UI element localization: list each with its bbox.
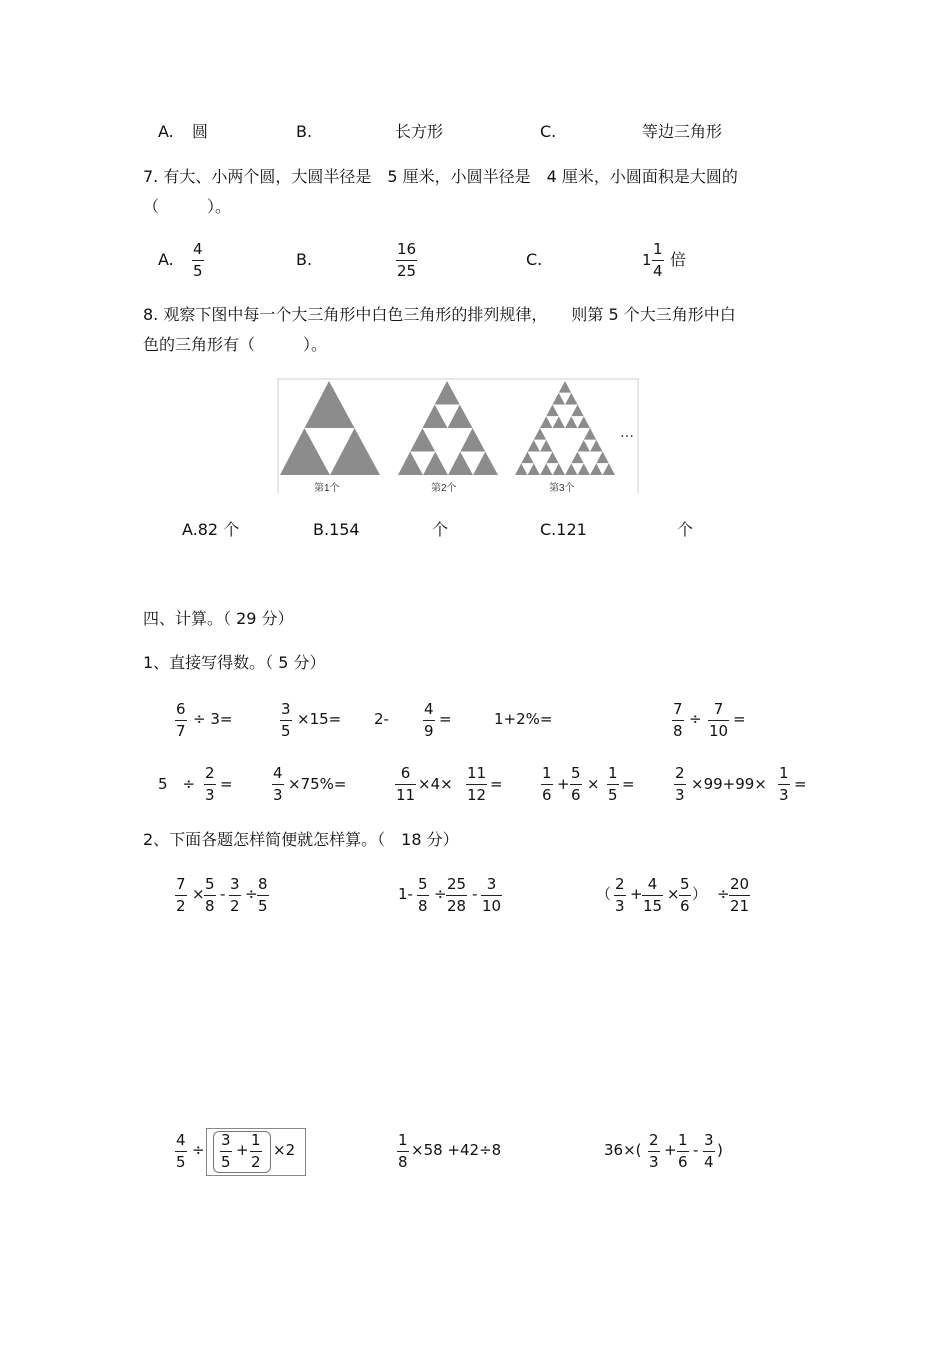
denominator: 5 bbox=[193, 262, 203, 280]
q7-option-a-letter: A. bbox=[158, 250, 174, 269]
q6-option-c-text: 等边三角形 bbox=[642, 122, 723, 141]
row4-e3-prefix: 36×( bbox=[604, 1141, 642, 1159]
numerator: 3 bbox=[221, 1131, 231, 1149]
section-4-part1-heading: 1、直接写得数。（ 5 分） bbox=[143, 653, 326, 672]
row3-e3-right-paren: ） bbox=[692, 885, 708, 903]
q6-option-c-letter: C. bbox=[540, 122, 557, 141]
row3-e2-prefix: 1- bbox=[398, 885, 413, 903]
row3-e1-fraction-1 bbox=[175, 877, 187, 914]
numerator: 4 bbox=[193, 240, 203, 258]
denominator: 8 bbox=[398, 1153, 408, 1171]
row2-e4-fraction-2 bbox=[570, 766, 582, 803]
figure-caption-3: 第3个 bbox=[549, 483, 575, 494]
row1-e4-expression: 1+2%= bbox=[494, 710, 553, 728]
denominator: 6 bbox=[680, 897, 690, 915]
denominator: 11 bbox=[396, 786, 416, 804]
row3-e3-fraction-3 bbox=[679, 877, 691, 914]
row4-e1-square-bracket-right bbox=[298, 1128, 306, 1176]
row3-e3-fraction-4 bbox=[729, 877, 750, 914]
row4-e3-op-2: - bbox=[693, 1141, 699, 1159]
denominator: 5 bbox=[281, 722, 291, 740]
row2-e4-fraction-3 bbox=[607, 766, 619, 803]
row1-e5-operator: ÷ bbox=[689, 710, 702, 728]
row4-e1-op-1: ÷ bbox=[192, 1141, 205, 1159]
q7-option-c-letter: C. bbox=[526, 250, 543, 269]
row1-e2-operator: ×15= bbox=[297, 710, 342, 728]
row3-e2-op-1: ÷ bbox=[434, 885, 447, 903]
numerator: 2 bbox=[675, 764, 685, 782]
row4-e3-right-paren: ) bbox=[717, 1141, 723, 1159]
row3-e3-op-2: × bbox=[667, 885, 680, 903]
figure-caption-1: 第1个 bbox=[314, 483, 340, 494]
denominator: 15 bbox=[643, 897, 663, 915]
q6-option-a-letter: A. bbox=[158, 122, 174, 141]
row3-e2-fraction-1 bbox=[417, 877, 429, 914]
denominator: 3 bbox=[273, 786, 283, 804]
q8-option-b: B.154 bbox=[313, 520, 360, 539]
denominator: 8 bbox=[205, 897, 215, 915]
numerator: 1 bbox=[678, 1131, 688, 1149]
denominator: 5 bbox=[221, 1153, 231, 1171]
numerator: 7 bbox=[176, 875, 186, 893]
row3-e3-op-3: ÷ bbox=[717, 885, 730, 903]
row1-e5-fraction-1 bbox=[672, 702, 684, 739]
row2-e1-fraction bbox=[204, 766, 216, 803]
numerator: 4 bbox=[647, 875, 658, 893]
row1-e2-fraction bbox=[280, 702, 292, 739]
figure-caption-2: 第2个 bbox=[431, 483, 457, 494]
q8-option-b-unit: 个 bbox=[432, 520, 449, 539]
numerator: 16 bbox=[397, 240, 417, 258]
row4-e1-fraction-1 bbox=[175, 1133, 187, 1170]
numerator: 3 bbox=[230, 875, 240, 893]
row1-e1-fraction bbox=[175, 702, 187, 739]
row2-e4-plus: + bbox=[557, 775, 570, 793]
denominator: 6 bbox=[542, 786, 552, 804]
denominator: 2 bbox=[230, 897, 240, 915]
row4-e3-fraction-2 bbox=[677, 1133, 689, 1170]
denominator: 2 bbox=[251, 1153, 261, 1171]
row2-e5-equals: = bbox=[794, 775, 807, 793]
row2-e3-fraction-1 bbox=[395, 766, 416, 803]
numerator: 2 bbox=[205, 764, 215, 782]
numerator: 1 bbox=[779, 764, 789, 782]
row2-e5-operator: ×99+99× bbox=[691, 775, 767, 793]
q7-option-b-letter: B. bbox=[296, 250, 313, 269]
denominator: 8 bbox=[673, 722, 683, 740]
denominator: 10 bbox=[482, 897, 502, 915]
denominator: 2 bbox=[176, 897, 186, 915]
q8-option-c-unit: 个 bbox=[677, 520, 694, 539]
row2-e4-fraction-1 bbox=[541, 766, 553, 803]
q7-option-b-fraction bbox=[396, 242, 417, 279]
row1-e3-fraction bbox=[423, 702, 435, 739]
row1-e3-prefix: 2- bbox=[374, 710, 389, 728]
q7-option-c-unit: 倍 bbox=[670, 250, 687, 269]
row3-e2-op-2: - bbox=[472, 885, 478, 903]
numerator: 1 bbox=[542, 764, 552, 782]
row2-e1-equals: = bbox=[220, 775, 233, 793]
row2-e4-times: × bbox=[587, 775, 600, 793]
numerator: 4 bbox=[424, 700, 434, 718]
gray-triangle bbox=[305, 381, 355, 428]
denominator: 21 bbox=[730, 897, 750, 915]
row1-e5-fraction-2 bbox=[708, 702, 729, 739]
numerator: 5 bbox=[418, 875, 428, 893]
row3-e3-op-1: + bbox=[630, 885, 643, 903]
row3-e1-op-3: ÷ bbox=[245, 885, 258, 903]
triangle-pattern-svg bbox=[277, 378, 639, 494]
row3-e1-op-2: - bbox=[220, 885, 226, 903]
q6-option-b-letter: B. bbox=[296, 122, 313, 141]
row3-e1-op-1: × bbox=[192, 885, 205, 903]
denominator: 28 bbox=[447, 897, 467, 915]
row4-e1-fraction-2 bbox=[220, 1133, 232, 1170]
numerator: 1 bbox=[653, 240, 663, 258]
denominator: 4 bbox=[704, 1153, 714, 1171]
numerator: 20 bbox=[730, 875, 750, 893]
q6-option-b-text: 长方形 bbox=[395, 122, 444, 141]
gray-triangle bbox=[435, 381, 460, 405]
row1-e1-operator: ÷ 3= bbox=[193, 710, 233, 728]
denominator: 6 bbox=[571, 786, 581, 804]
q7-stem-line1: 7. 有大、小两个圆，大圆半径是 5 厘米，小圆半径是 4 厘米，小圆面积是大圆的 bbox=[143, 167, 738, 186]
numerator: 2 bbox=[615, 875, 625, 893]
denominator: 9 bbox=[424, 722, 434, 740]
row1-e3-operator: = bbox=[439, 710, 452, 728]
q8-stem-line1: 8. 观察下图中每一个大三角形中白色三角形的排列规律， 则第 5 个大三角形中白 bbox=[143, 305, 736, 324]
q8-stem-line2: 色的三角形有（ ）。 bbox=[143, 335, 328, 354]
row2-e2-fraction bbox=[272, 766, 284, 803]
row4-e3-fraction-3 bbox=[703, 1133, 715, 1170]
row3-e1-fraction-2 bbox=[204, 877, 216, 914]
numerator: 2 bbox=[649, 1131, 659, 1149]
gray-triangle bbox=[559, 381, 572, 393]
numerator: 5 bbox=[571, 764, 581, 782]
section-4-part2-heading: 2、下面各题怎样简便就怎样算。（ 18 分） bbox=[143, 830, 459, 849]
row3-e2-fraction-2 bbox=[446, 877, 467, 914]
numerator: 6 bbox=[176, 700, 186, 718]
numerator: 5 bbox=[205, 875, 215, 893]
q8-option-a: A.82 个 bbox=[182, 520, 240, 539]
numerator: 4 bbox=[176, 1131, 186, 1149]
q6-option-a-text: 圆 bbox=[192, 122, 209, 141]
q7-stem-line2: （ ）。 bbox=[143, 197, 232, 216]
numerator: 7 bbox=[673, 700, 683, 718]
row2-e3-fraction-2 bbox=[466, 766, 487, 803]
denominator: 8 bbox=[418, 897, 428, 915]
q8-option-c: C.121 bbox=[540, 520, 587, 539]
triangle-group bbox=[280, 381, 615, 475]
row3-e3-fraction-1 bbox=[614, 877, 626, 914]
row3-e3-fraction-2 bbox=[642, 877, 663, 914]
denominator: 12 bbox=[467, 786, 487, 804]
denominator: 3 bbox=[779, 786, 789, 804]
numerator: 6 bbox=[400, 764, 411, 782]
numerator: 5 bbox=[680, 875, 690, 893]
row4-e3-fraction-1 bbox=[648, 1133, 660, 1170]
numerator: 1 bbox=[608, 764, 618, 782]
denominator: 3 bbox=[205, 786, 215, 804]
numerator: 3 bbox=[704, 1131, 714, 1149]
row3-e3-left-paren: （ bbox=[596, 885, 612, 903]
row3-e1-fraction-3 bbox=[229, 877, 241, 914]
numerator: 11 bbox=[467, 764, 487, 782]
numerator: 4 bbox=[273, 764, 283, 782]
row1-e5-equals: = bbox=[733, 710, 746, 728]
section-4-title: 四、计算。（ 29 分） bbox=[143, 609, 294, 628]
denominator: 5 bbox=[608, 786, 618, 804]
denominator: 4 bbox=[653, 262, 663, 280]
row4-e1-tail: ×2 bbox=[273, 1141, 296, 1159]
row4-e1-op-2: + bbox=[236, 1141, 249, 1159]
row3-e2-fraction-3 bbox=[481, 877, 502, 914]
row2-e3-equals: = bbox=[490, 775, 503, 793]
denominator: 5 bbox=[176, 1153, 186, 1171]
denominator: 7 bbox=[176, 722, 186, 740]
row4-e2-fraction bbox=[397, 1133, 409, 1170]
denominator: 3 bbox=[615, 897, 625, 915]
figure-ellipsis: … bbox=[620, 425, 634, 441]
row2-e5-fraction-1 bbox=[674, 766, 686, 803]
numerator: 8 bbox=[258, 875, 268, 893]
numerator: 1 bbox=[251, 1131, 261, 1149]
row3-e1-fraction-4 bbox=[257, 877, 269, 914]
numerator: 7 bbox=[713, 700, 724, 718]
denominator: 10 bbox=[709, 722, 729, 740]
row2-e5-fraction-2 bbox=[778, 766, 790, 803]
numerator: 1 bbox=[398, 1131, 408, 1149]
row2-e3-operator: ×4× bbox=[418, 775, 453, 793]
numerator: 3 bbox=[281, 700, 291, 718]
numerator: 3 bbox=[486, 875, 497, 893]
q7-option-a-fraction bbox=[192, 242, 204, 279]
denominator: 25 bbox=[397, 262, 417, 280]
denominator: 3 bbox=[675, 786, 685, 804]
q7-option-c-fraction bbox=[652, 242, 664, 279]
numerator: 25 bbox=[447, 875, 467, 893]
row4-e2-tail: ×58 +42÷8 bbox=[411, 1141, 502, 1159]
sierpinski-triangles-figure bbox=[277, 378, 639, 494]
row4-e3-op-1: + bbox=[664, 1141, 677, 1159]
denominator: 5 bbox=[258, 897, 268, 915]
denominator: 6 bbox=[678, 1153, 688, 1171]
row4-e1-fraction-3 bbox=[250, 1133, 262, 1170]
row2-e4-equals: = bbox=[622, 775, 635, 793]
row2-e1-prefix: 5 ÷ bbox=[158, 775, 196, 793]
q7-option-c-whole: 1 bbox=[642, 251, 652, 269]
denominator: 3 bbox=[649, 1153, 659, 1171]
row2-e2-operator: ×75%= bbox=[288, 775, 347, 793]
